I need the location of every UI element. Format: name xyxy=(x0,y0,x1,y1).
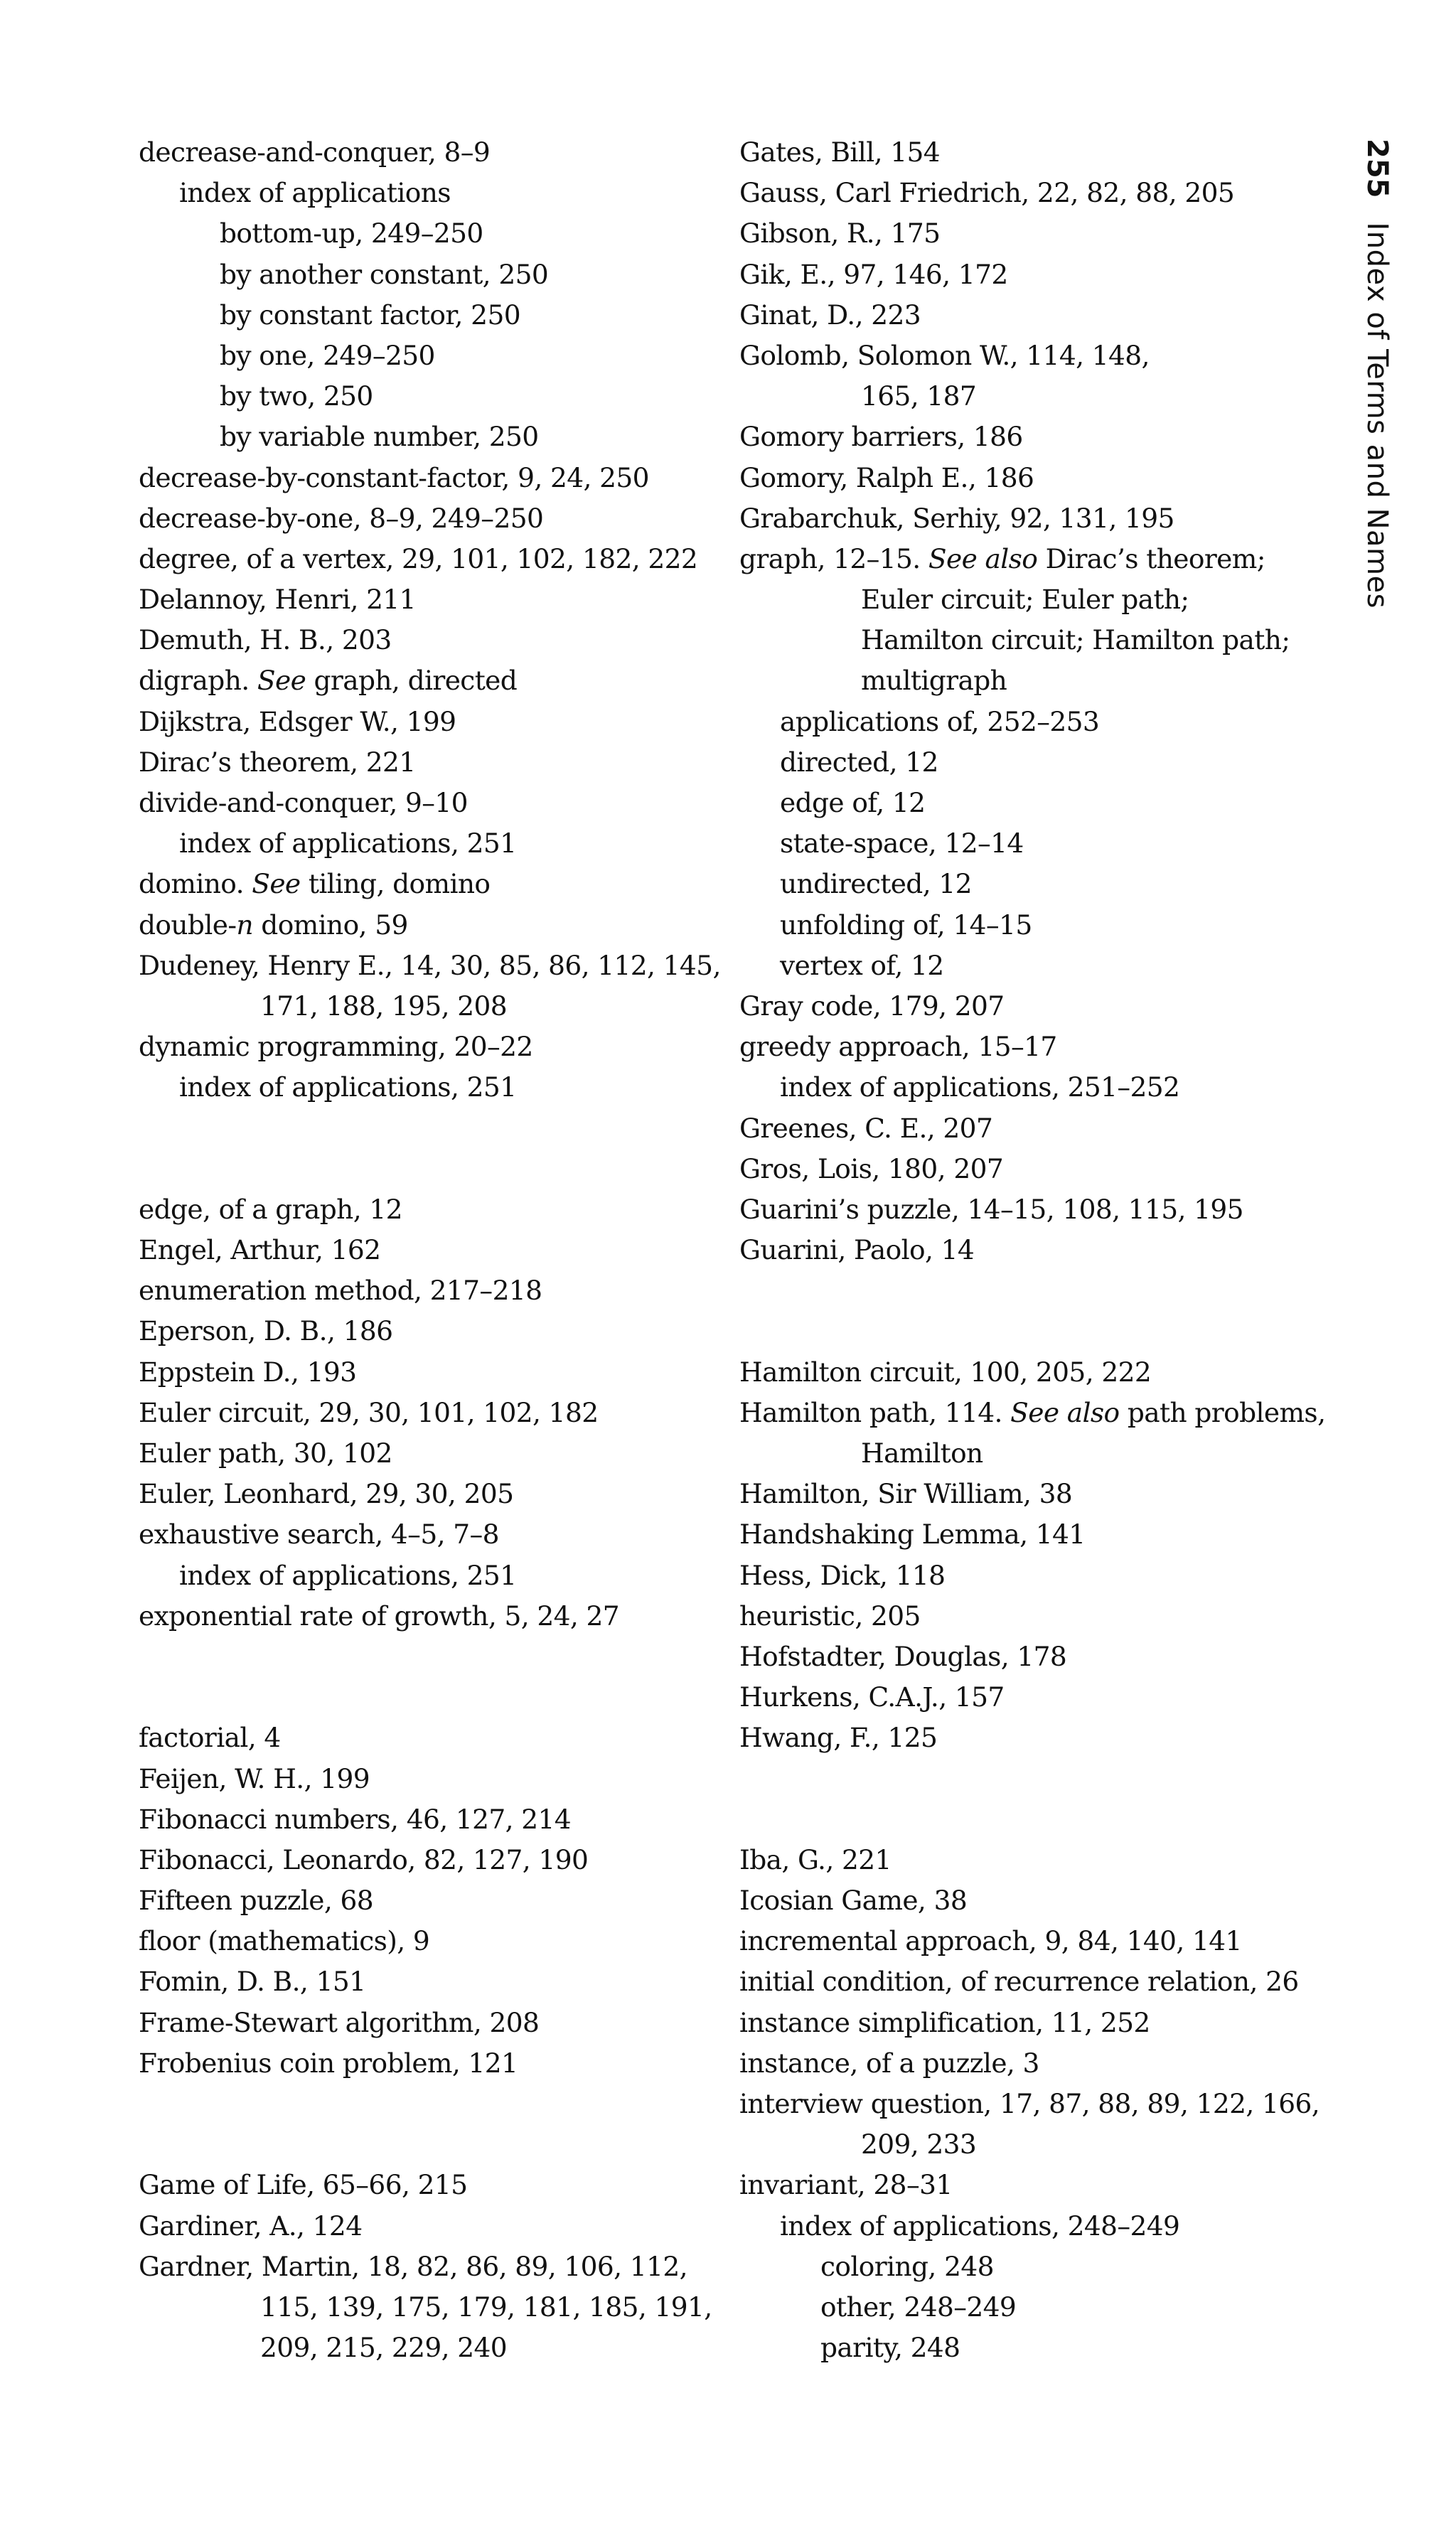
cross-reference-label: n xyxy=(236,909,253,941)
entry-text: Hamilton circuit, 100, 205, 222 xyxy=(739,1356,1152,1388)
index-entry xyxy=(739,1677,1322,1718)
entry-text: degree, of a vertex, 29, 101, 102, 182, 222 xyxy=(139,542,698,574)
section-gap xyxy=(139,2084,707,2165)
index-subsubentry xyxy=(139,213,707,254)
index-entry-continuation xyxy=(739,579,1322,620)
index-entry xyxy=(139,783,707,823)
entry-text: floor (mathematics), 9 xyxy=(139,1925,430,1957)
entry-text: Gardiner, A., 124 xyxy=(139,2210,363,2242)
entry-text: Fibonacci, Leonardo, 82, 127, 190 xyxy=(139,1843,589,1875)
index-entry xyxy=(139,660,707,701)
running-head xyxy=(1351,139,1408,636)
index-subentry xyxy=(739,823,1322,864)
entry-text: exponential rate of growth, 5, 24, 27 xyxy=(139,1600,620,1632)
entry-text: Fifteen puzzle, 68 xyxy=(139,1885,374,1917)
index-entry xyxy=(139,2043,707,2084)
entry-text: 209, 233 xyxy=(861,2129,977,2161)
entry-text: double- xyxy=(139,909,237,941)
entry-text: Greenes, C. E., 207 xyxy=(739,1112,993,1144)
index-subsubentry xyxy=(139,376,707,417)
index-entry xyxy=(739,1352,1322,1393)
entry-text: Dijkstra, Edsger W., 199 xyxy=(139,705,456,737)
entry-text: digraph. xyxy=(139,665,257,697)
index-entry xyxy=(739,213,1322,254)
entry-text: index of applications, 251 xyxy=(179,828,517,860)
index-entry xyxy=(739,1921,1322,1961)
entry-text: factorial, 4 xyxy=(139,1722,281,1754)
entry-text: Dudeney, Henry E., 14, 30, 85, 86, 112, 145, xyxy=(139,949,721,981)
index-entry xyxy=(139,620,707,660)
entry-text: Icosian Game, 38 xyxy=(739,1885,968,1917)
entry-text: Eppstein D., 193 xyxy=(139,1356,357,1388)
index-entry xyxy=(739,1393,1326,1433)
entry-text: instance, of a puzzle, 3 xyxy=(739,2047,1039,2079)
entry-text: Demuth, H. B., 203 xyxy=(139,624,392,656)
entry-text: Gibson, R., 175 xyxy=(739,218,941,250)
entry-text: parity, 248 xyxy=(820,2332,960,2364)
index-entry xyxy=(139,458,707,498)
index-subsubentry xyxy=(739,2328,1322,2368)
index-entry xyxy=(739,1149,1322,1189)
entry-text: undirected, 12 xyxy=(780,868,972,900)
index-entry xyxy=(139,1393,707,1433)
entry-text: Engel, Arthur, 162 xyxy=(139,1234,381,1266)
entry-text: Ginat, D., 223 xyxy=(739,299,921,331)
section-gap xyxy=(139,1108,707,1189)
index-subentry xyxy=(139,1556,707,1596)
index-subentry xyxy=(139,1067,707,1108)
index-entry xyxy=(139,905,707,946)
index-entry-continuation xyxy=(739,2124,1322,2165)
index-entry xyxy=(139,1840,707,1880)
entry-text: Game of Life, 65–66, 215 xyxy=(139,2169,468,2201)
entry-text: Hurkens, C.A.J., 157 xyxy=(739,1681,1005,1713)
section-gap xyxy=(139,1637,707,1718)
entry-text: coloring, 248 xyxy=(820,2250,994,2282)
entry-text: Dirac’s theorem, 221 xyxy=(139,746,416,778)
entry-text: by constant factor, 250 xyxy=(220,299,520,331)
index-entry xyxy=(139,702,707,742)
section-gap xyxy=(739,1270,1322,1351)
index-entry xyxy=(739,1027,1322,1067)
entry-text: 115, 139, 175, 179, 181, 185, 191, xyxy=(260,2291,712,2323)
entry-text: Guarini, Paolo, 14 xyxy=(739,1234,975,1266)
index-entry-continuation xyxy=(139,986,707,1027)
index-entry xyxy=(739,1840,1322,1880)
entry-text: exhaustive search, 4–5, 7–8 xyxy=(139,1519,499,1551)
entry-text: Fomin, D. B., 151 xyxy=(139,1966,366,1998)
index-entry-continuation xyxy=(739,660,1322,701)
index-subentry xyxy=(739,783,1322,823)
index-entry xyxy=(139,742,707,783)
entry-text: by another constant, 250 xyxy=(220,258,549,290)
entry-text: 171, 188, 195, 208 xyxy=(260,990,508,1022)
index-entry xyxy=(739,2043,1322,2084)
entry-text: graph, directed xyxy=(306,665,518,697)
index-entry xyxy=(739,539,1322,579)
index-entry xyxy=(139,2206,707,2247)
entry-text: greedy approach, 15–17 xyxy=(739,1031,1057,1063)
entry-text: multigraph xyxy=(861,665,1007,697)
entry-text: dynamic programming, 20–22 xyxy=(139,1031,533,1063)
index-entry xyxy=(739,336,1322,376)
entry-text: Euler path, 30, 102 xyxy=(139,1438,392,1469)
entry-text: Gray code, 179, 207 xyxy=(739,990,1005,1022)
entry-text: Gik, E., 97, 146, 172 xyxy=(739,258,1008,290)
entry-text: decrease-by-one, 8–9, 249–250 xyxy=(139,502,544,534)
entry-text: Gates, Bill, 154 xyxy=(739,136,941,168)
index-entry xyxy=(139,1921,707,1961)
entry-text: other, 248–249 xyxy=(820,2291,1017,2323)
entry-text: Gomory, Ralph E., 186 xyxy=(739,461,1034,493)
entry-text: invariant, 28–31 xyxy=(739,2169,953,2201)
entry-text: applications of, 252–253 xyxy=(780,705,1100,737)
entry-text: Hwang, F., 125 xyxy=(739,1722,938,1754)
index-entry xyxy=(739,2165,1322,2205)
index-entry-continuation xyxy=(739,620,1322,660)
index-entry xyxy=(739,1514,1322,1555)
index-entry xyxy=(739,1189,1322,1230)
index-entry xyxy=(139,132,707,173)
index-entry xyxy=(739,458,1322,498)
entry-text: Guarini’s puzzle, 14–15, 108, 115, 195 xyxy=(739,1193,1243,1225)
index-subsubentry xyxy=(139,295,707,336)
entry-text: Hamilton circuit; Hamilton path; xyxy=(861,624,1290,656)
running-head-title: Index of Terms and Names xyxy=(1361,222,1393,609)
index-subsubentry xyxy=(139,255,707,295)
cross-reference-label: See also xyxy=(1010,1396,1120,1428)
entry-text: interview question, 17, 87, 88, 89, 122, 166, xyxy=(739,2088,1320,2120)
entry-text: index of applications, 251 xyxy=(179,1071,517,1103)
index-entry xyxy=(139,1433,707,1474)
index-entry xyxy=(139,946,721,986)
entry-text: Golomb, Solomon W., 114, 148, xyxy=(739,339,1150,371)
index-entry xyxy=(139,1270,707,1311)
entry-text: index of applications, 248–249 xyxy=(780,2210,1180,2242)
entry-text: Feijen, W. H., 199 xyxy=(139,1762,370,1794)
index-entry-continuation xyxy=(739,376,1322,417)
index-entry xyxy=(739,1637,1322,1677)
entry-text: Frobenius coin problem, 121 xyxy=(139,2047,518,2079)
index-subentry xyxy=(739,2206,1322,2247)
entry-text: initial condition, of recurrence relation, 26 xyxy=(739,1966,1299,1998)
index-entry xyxy=(739,132,1322,173)
page-number: 255 xyxy=(1361,139,1393,198)
index-column-left xyxy=(139,132,721,2368)
index-entry xyxy=(139,539,707,579)
index-subentry xyxy=(739,946,1322,986)
entry-text: divide-and-conquer, 9–10 xyxy=(139,787,468,818)
entry-text: Grabarchuk, Serhiy, 92, 131, 195 xyxy=(739,502,1174,534)
entry-text: Gros, Lois, 180, 207 xyxy=(739,1152,1004,1184)
index-entry xyxy=(739,2003,1322,2043)
index-entry xyxy=(139,1961,707,2002)
entry-text: Gauss, Carl Friedrich, 22, 82, 88, 205 xyxy=(739,177,1235,209)
entry-text: index of applications xyxy=(179,177,451,209)
entry-text: Dirac’s theorem; xyxy=(1037,542,1265,574)
index-entry xyxy=(139,864,707,904)
entry-text: Delannoy, Henri, 211 xyxy=(139,584,416,616)
entry-text: decrease-by-constant-factor, 9, 24, 250 xyxy=(139,461,649,493)
index-column-right xyxy=(739,132,1326,2368)
entry-text: instance simplification, 11, 252 xyxy=(739,2006,1150,2038)
index-entry xyxy=(139,2003,707,2043)
index-entry xyxy=(739,1880,1322,1921)
entry-text: by variable number, 250 xyxy=(220,421,539,453)
index-entry xyxy=(139,1514,707,1555)
entry-text: by two, 250 xyxy=(220,380,373,412)
entry-text: Hamilton path, 114. xyxy=(739,1396,1011,1428)
entry-text: Euler circuit; Euler path; xyxy=(861,584,1189,616)
entry-text: Gomory barriers, 186 xyxy=(739,421,1023,453)
entry-text: edge of, 12 xyxy=(780,787,926,818)
entry-text: tiling, domino xyxy=(300,868,491,900)
index-entry xyxy=(139,1230,707,1270)
index-entry xyxy=(139,1718,707,1758)
index-entry xyxy=(739,1596,1322,1637)
entry-text: index of applications, 251 xyxy=(179,1559,517,1591)
entry-text: incremental approach, 9, 84, 140, 141 xyxy=(739,1925,1242,1957)
entry-text: directed, 12 xyxy=(780,746,938,778)
entry-text: Iba, G., 221 xyxy=(739,1843,892,1875)
entry-text: Handshaking Lemma, 141 xyxy=(739,1519,1086,1551)
index-entry xyxy=(139,1311,707,1351)
index-entry xyxy=(139,579,707,620)
index-entry xyxy=(139,1880,707,1921)
entry-text: Euler, Leonhard, 29, 30, 205 xyxy=(139,1478,514,1510)
entry-text: index of applications, 251–252 xyxy=(780,1071,1180,1103)
entry-text: decrease-and-conquer, 8–9 xyxy=(139,136,491,168)
entry-text: domino. xyxy=(139,868,252,900)
index-entry xyxy=(739,1961,1322,2002)
index-entry xyxy=(739,417,1322,457)
entry-text: edge, of a graph, 12 xyxy=(139,1193,402,1225)
index-entry-continuation xyxy=(139,2287,712,2328)
index-subentry xyxy=(739,905,1322,946)
entry-text: state-space, 12–14 xyxy=(780,828,1024,860)
entry-text: Hofstadter, Douglas, 178 xyxy=(739,1640,1067,1672)
entry-text: bottom-up, 249–250 xyxy=(220,218,483,250)
entry-text: unfolding of, 14–15 xyxy=(780,909,1032,941)
entry-text: domino, 59 xyxy=(252,909,408,941)
entry-text: 209, 215, 229, 240 xyxy=(260,2332,508,2364)
entry-text: graph, 12–15. xyxy=(739,542,928,574)
entry-text: Frame-Stewart algorithm, 208 xyxy=(139,2006,540,2038)
index-entry xyxy=(139,1027,707,1067)
index-entry xyxy=(139,2247,707,2287)
entry-text: by one, 249–250 xyxy=(220,339,435,371)
index-entry xyxy=(739,1230,1322,1270)
entry-text: Gardner, Martin, 18, 82, 86, 89, 106, 112, xyxy=(139,2250,687,2282)
entry-text: 165, 187 xyxy=(861,380,977,412)
entry-text: enumeration method, 217–218 xyxy=(139,1275,542,1307)
cross-reference-label: See xyxy=(257,665,306,697)
entry-text: Eperson, D. B., 186 xyxy=(139,1315,393,1347)
cross-reference-label: See also xyxy=(928,542,1038,574)
index-entry xyxy=(139,498,707,539)
index-entry xyxy=(739,255,1322,295)
index-subentry xyxy=(739,864,1322,904)
entry-text: path problems, xyxy=(1119,1396,1326,1428)
index-entry xyxy=(139,1474,707,1514)
entry-text: Fibonacci numbers, 46, 127, 214 xyxy=(139,1803,572,1835)
index-subentry xyxy=(739,1067,1322,1108)
index-subsubentry xyxy=(139,336,707,376)
entry-text: Hamilton, Sir William, 38 xyxy=(739,1478,1073,1510)
index-subentry xyxy=(139,173,707,213)
entry-text: Hamilton xyxy=(861,1438,983,1469)
index-entry xyxy=(139,1759,707,1799)
index-entry xyxy=(739,986,1322,1027)
index-entry xyxy=(739,2084,1322,2124)
index-subentry xyxy=(139,823,707,864)
section-gap xyxy=(739,1759,1322,1840)
index-entry-continuation xyxy=(139,2328,707,2368)
index-entry xyxy=(739,498,1322,539)
index-entry xyxy=(739,1556,1322,1596)
entry-text: Hess, Dick, 118 xyxy=(739,1559,946,1591)
index-entry xyxy=(739,1474,1322,1514)
index-entry xyxy=(739,295,1322,336)
index-entry xyxy=(139,2165,707,2205)
cross-reference-label: See xyxy=(252,868,301,900)
index-subsubentry xyxy=(739,2247,1322,2287)
entry-text: heuristic, 205 xyxy=(739,1600,921,1632)
index-entry xyxy=(739,1108,1322,1149)
index-entry xyxy=(139,1189,707,1230)
index-entry xyxy=(139,1799,707,1840)
index-entry xyxy=(139,1352,707,1393)
index-entry xyxy=(139,1596,707,1637)
index-entry xyxy=(739,1718,1322,1758)
entry-text: Euler circuit, 29, 30, 101, 102, 182 xyxy=(139,1396,599,1428)
index-subsubentry xyxy=(739,2287,1322,2328)
index-entry-continuation xyxy=(739,1433,1322,1474)
index-subentry xyxy=(739,742,1322,783)
index-subentry xyxy=(739,702,1322,742)
index-entry xyxy=(739,173,1322,213)
entry-text: vertex of, 12 xyxy=(780,949,944,981)
index-subsubentry xyxy=(139,417,707,457)
